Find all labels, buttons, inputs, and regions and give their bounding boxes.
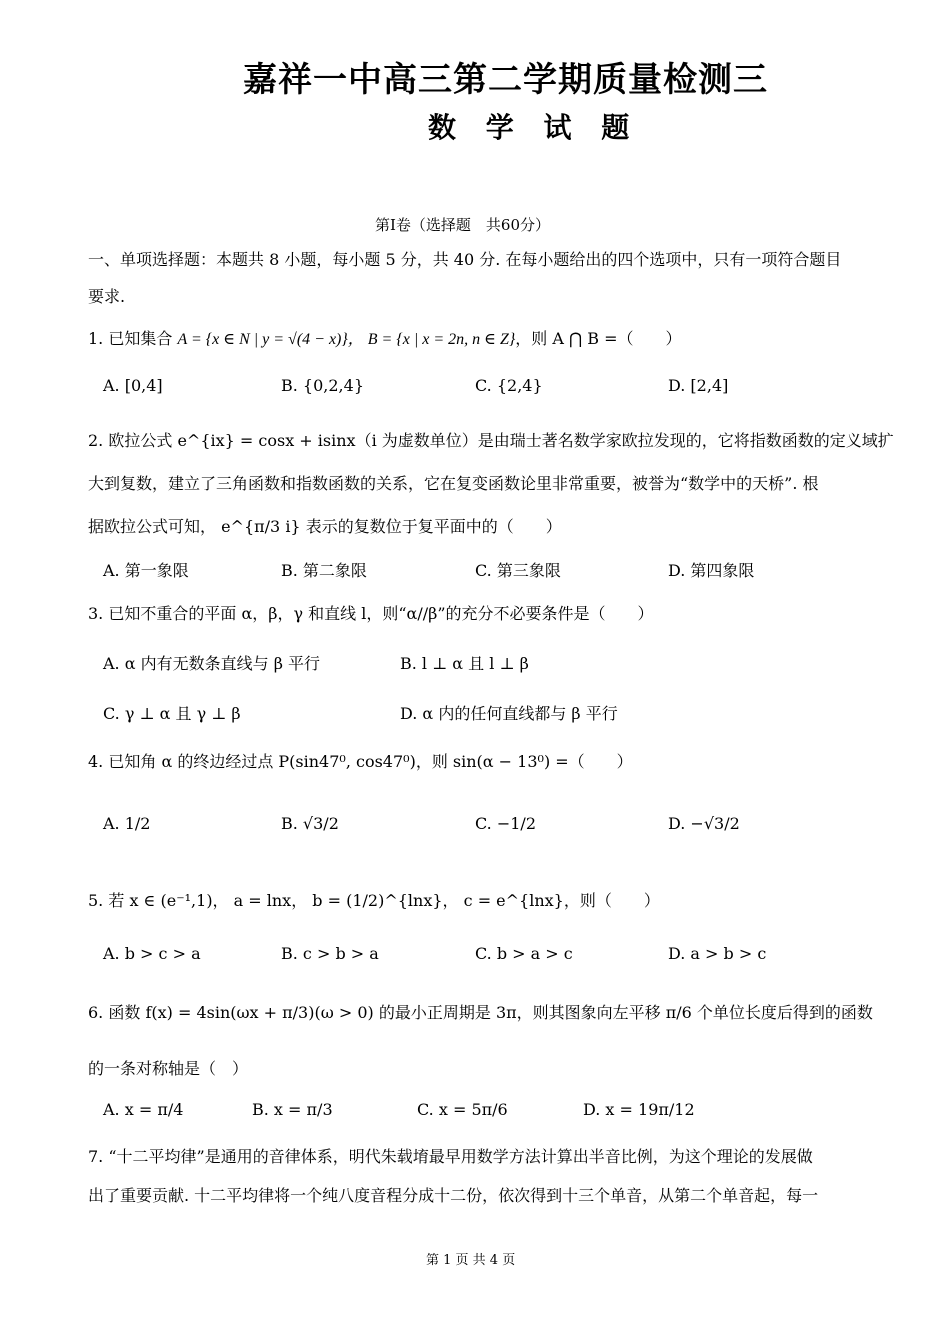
question-3-stem: 3. 已知不重合的平面 α，β，γ 和直线 l，则“α//β”的充分不必要条件是（ ） [88, 604, 654, 623]
q3-option-c: C. γ ⊥ α 且 γ ⊥ β [103, 704, 241, 723]
question-1-ask: ，则 A ⋂ B =（ ） [515, 329, 682, 348]
q2-option-a: A. 第一象限 [103, 561, 189, 580]
question-1-stem [88, 326, 682, 349]
q6-option-a: A. x = π/4 [103, 1100, 184, 1119]
q4-option-c: C. −1/2 [475, 814, 536, 833]
question-2-line3: 据欧拉公式可知， e^{π/3 i} 表示的复数位于复平面中的（ ） [88, 517, 562, 536]
q6-option-b: B. x = π/3 [252, 1100, 333, 1119]
section-instructions: 一、单项选择题：本题共 8 小题，每小题 5 分，共 40 分. 在每小题给出的四个选项中，只有一项符合题目 [88, 250, 842, 269]
q4-option-a: A. 1/2 [103, 814, 151, 833]
q1-option-c: C. {2,4} [475, 376, 543, 395]
question-1-set-a: A = {x ∈ N | y = √(4 − x)} [177, 331, 348, 348]
q3-option-a: A. α 内有无数条直线与 β 平行 [103, 654, 321, 673]
q2-option-d: D. 第四象限 [668, 561, 755, 580]
q5-option-b: B. c > b > a [281, 944, 379, 963]
question-6-line2: 的一条对称轴是（ ） [88, 1059, 249, 1078]
document-subtitle: 数 学 试 题 [428, 111, 640, 144]
question-7-line2: 出了重要贡献. 十二平均律将一个纯八度音程分成十二份，依次得到十三个单音，从第二个单音起，每一 [88, 1186, 819, 1205]
question-5-stem: 5. 若 x ∈ (e⁻¹,1)， a = lnx， b = (1/2)^{lnx}， c = e^{lnx}，则（ ） [88, 891, 660, 910]
q6-option-d: D. x = 19π/12 [583, 1100, 695, 1119]
q2-option-c: C. 第三象限 [475, 561, 561, 580]
q5-option-c: C. b > a > c [475, 944, 573, 963]
q3-option-b: B. l ⊥ α 且 l ⊥ β [400, 654, 529, 673]
q2-option-b: B. 第二象限 [281, 561, 367, 580]
question-7-line1: 7. “十二平均律”是通用的音律体系，明代朱载堉最早用数学方法计算出半音比例，为这个理论的发展做 [88, 1147, 813, 1166]
q4-option-b: B. √3/2 [281, 814, 339, 833]
page-footer: 第 1 页 共 4 页 [426, 1253, 516, 1268]
question-1-set-b: ， B = {x | x = 2n, n ∈ Z} [347, 331, 516, 348]
question-6-line1: 6. 函数 f(x) = 4sin(ωx + π/3)(ω > 0) 的最小正周期是 3π，则其图象向左平移 π/6 个单位长度后得到的函数 [88, 1003, 873, 1022]
q5-option-d: D. a > b > c [668, 944, 767, 963]
q5-option-a: A. b > c > a [103, 944, 201, 963]
document-title: 嘉祥一中高三第二学期质量检测三 [243, 60, 768, 100]
part-heading: 第Ⅰ卷（选择题 共60分） [375, 216, 551, 234]
q1-option-a: A. [0,4] [103, 376, 163, 395]
question-2-line2: 大到复数，建立了三角函数和指数函数的关系，它在复变函数论里非常重要，被誉为“数学中的天桥”. 根 [88, 474, 819, 493]
question-1-text: 1. 已知集合 [88, 329, 178, 348]
question-2-line1: 2. 欧拉公式 e^{ix} = cosx + isinx（i 为虚数单位）是由瑞士著名数学家欧拉发现的，它将指数函数的定义域扩 [88, 431, 894, 450]
q1-option-b: B. {0,2,4} [281, 376, 364, 395]
q4-option-d: D. −√3/2 [668, 814, 740, 833]
question-4-stem: 4. 已知角 α 的终边经过点 P(sin47⁰, cos47⁰)，则 sin(α − 13⁰) =（ ） [88, 752, 633, 771]
q6-option-c: C. x = 5π/6 [417, 1100, 508, 1119]
q1-option-d: D. [2,4] [668, 376, 729, 395]
q3-option-d: D. α 内的任何直线都与 β 平行 [400, 704, 618, 723]
section-instructions-cont: 要求. [88, 287, 126, 306]
